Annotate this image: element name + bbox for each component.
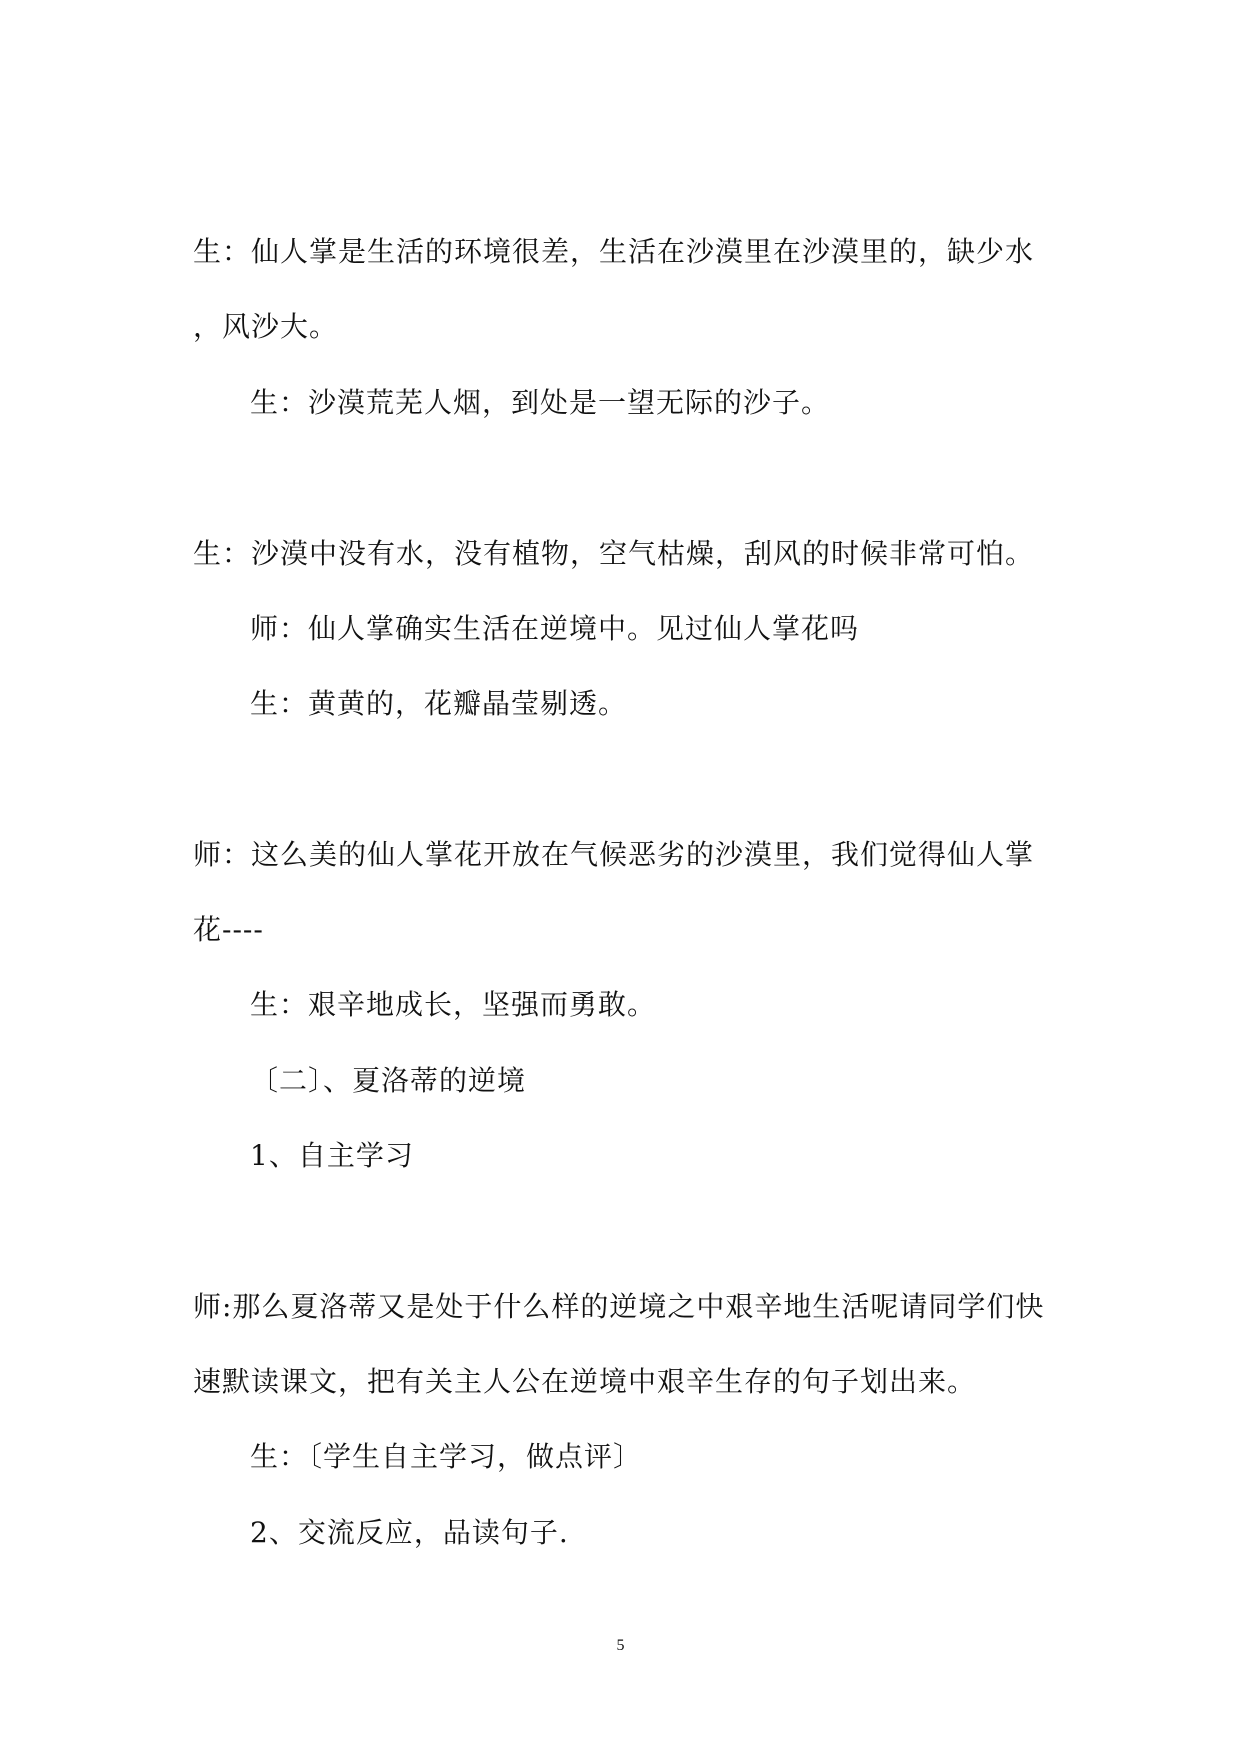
paragraph-line: 师：这么美的仙人掌花开放在气候恶劣的沙漠里，我们觉得仙人掌 <box>193 838 1035 871</box>
subsection-heading: 2、交流反应，品读句子. <box>250 1516 569 1549</box>
section-heading: 〔二〕、夏洛蒂的逆境 <box>250 1064 527 1097</box>
paragraph-line: 速默读课文，把有关主人公在逆境中艰辛生存的句子划出来。 <box>193 1365 977 1398</box>
paragraph-line: 师：仙人掌确实生活在逆境中。见过仙人掌花吗 <box>250 612 860 645</box>
paragraph-line: 师:那么夏洛蒂又是处于什么样的逆境之中艰辛地生活呢请同学们快 <box>193 1290 1045 1323</box>
paragraph-line: 生：仙人掌是生活的环境很差，生活在沙漠里在沙漠里的，缺少水 <box>193 235 1035 268</box>
paragraph-line: 生：〔学生自主学习，做点评〕 <box>250 1440 643 1473</box>
paragraph-line: 生：黄黄的，花瓣晶莹剔透。 <box>250 687 628 720</box>
paragraph-line: ，风沙大。 <box>193 310 339 343</box>
subsection-heading: 1、自主学习 <box>250 1139 414 1172</box>
paragraph-line: 生：沙漠荒芜人烟，到处是一望无际的沙子。 <box>250 386 831 419</box>
paragraph-line: 生：艰辛地成长，坚强而勇敢。 <box>250 988 657 1021</box>
paragraph-line: 生：沙漠中没有水，没有植物，空气枯燥，刮风的时候非常可怕。 <box>193 537 1035 570</box>
page-number: 5 <box>616 1637 625 1654</box>
paragraph-line: 花---- <box>193 913 264 946</box>
